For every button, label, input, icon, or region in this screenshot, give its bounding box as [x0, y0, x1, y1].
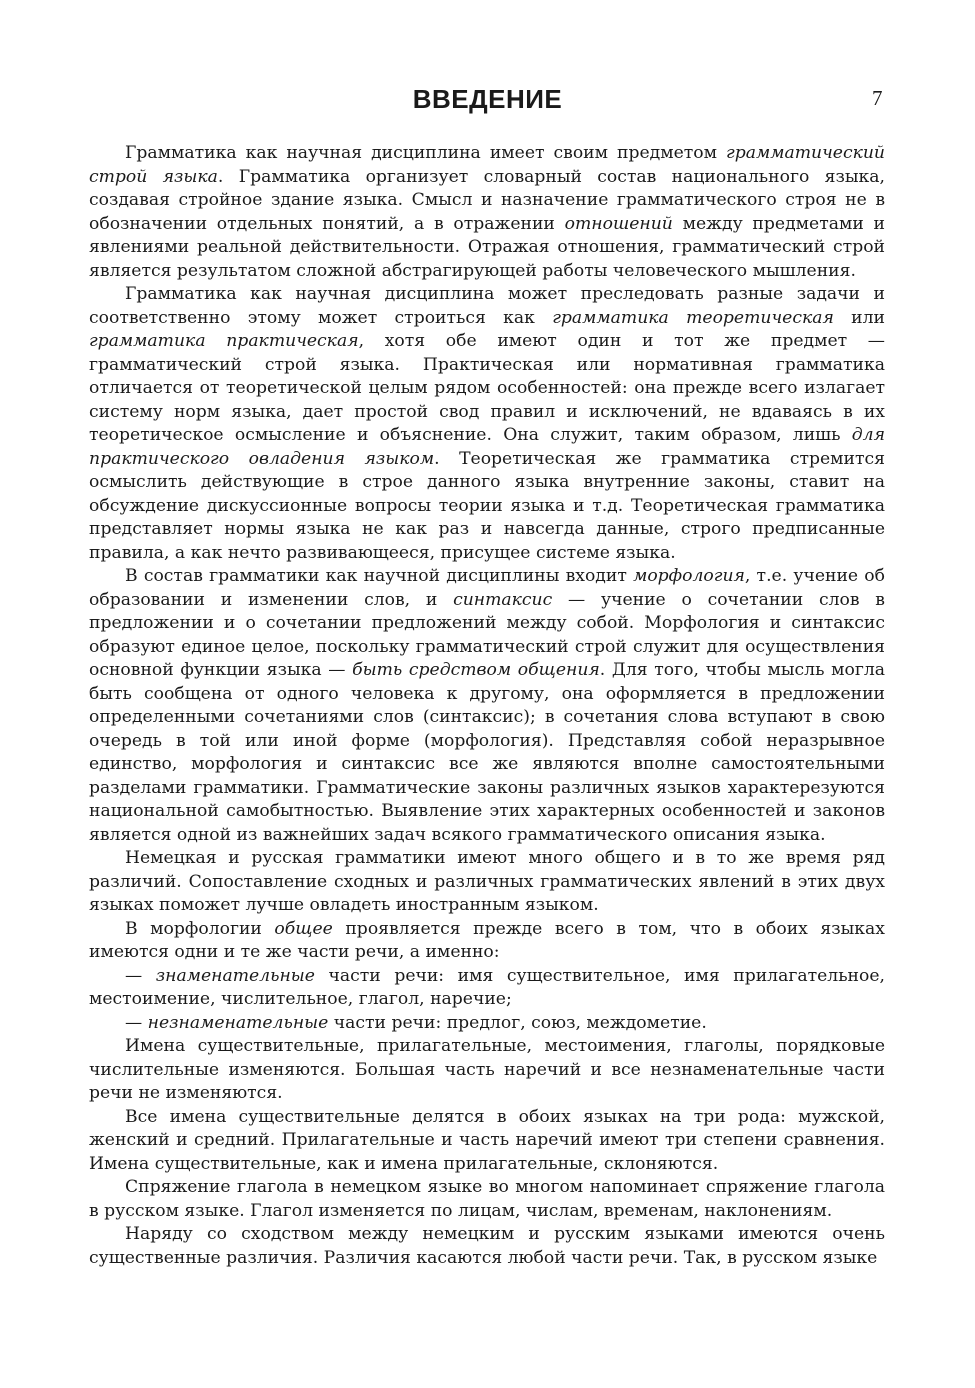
- text-run: В состав грамматики как научной дисциплины входит: [125, 566, 634, 586]
- italic-term: знаменательные: [155, 965, 315, 986]
- text-run: — учение о сочетании слов в предложении и о сочетании предложений между собой. Морфология и синтаксис образуют единое целое, поскольку грамматический строй служит для осуществления основной функции языка —: [89, 589, 885, 680]
- body-text: [89, 142, 885, 1270]
- italic-term: общее: [274, 918, 333, 939]
- paragraph: [89, 1035, 885, 1106]
- paragraph: [89, 1176, 885, 1223]
- text-run: . Грамматика организует словарный состав национального языка, создавая стройное здание языка. Смысл и назначение грамматического строя не в обозначении отдельных понятий, а в отражении: [89, 166, 885, 234]
- italic-term: незнаменательные: [147, 1012, 329, 1033]
- text-run: Грамматика как научная дисциплина может преследовать разные задачи и соответственно этому может строиться как: [89, 284, 885, 328]
- text-run: проявляется прежде всего в том, что в обоих языках имеются одни и те же части речи, а именно:: [89, 918, 885, 962]
- text-run: —: [125, 965, 156, 986]
- paragraph: [89, 1012, 885, 1036]
- italic-term: грамматический строй языка: [89, 143, 885, 187]
- text-run: между предметами и явлениями реальной действительности. Отражая отношения, грамматический строй является результатом сложной абстрагирующей работы человеческого мышления.: [89, 213, 885, 281]
- italic-term: быть средством общения: [352, 660, 600, 680]
- text-run: Грамматика как научная дисциплина имеет своим предметом: [125, 143, 727, 163]
- italic-term: синтаксис: [453, 589, 553, 610]
- paragraph: [89, 1106, 885, 1177]
- text-run: . Для того, чтобы мысль могла быть сообщена от одного человека к другому, она оформляется в предложении определенными сочетаниями слов (синтаксис); в сочетания слова вступают в свою очередь в той или иной форме (морфология). Представляя собой неразрывное единство, морфология и синтаксис все же являются вполне самостоятельными разделами грамматики. Грамматические законы различных языков характерезуются национальной самобытностью. Выявление этих характерных особенностей и законов является одной из важнейших задач всякого грамматического описания языка.: [89, 660, 885, 845]
- italic-term: для практического овладения языком: [89, 425, 885, 469]
- text-run: , хотя обе имеют один и тот же предмет — грамматический строй языка. Практическая или нормативная грамматика отличается от теоретической целым рядом особенностей: она прежде всего излагает систему норм языка, дает простой свод правил и исключений, не вдаваясь в их теоретическое осмысление и объяснение. Она служит, таким образом, лишь: [89, 331, 885, 445]
- text-run: Все имена существительные делятся в обоих языках на три рода: мужской, женский и средний. Прилагательные и часть наречий имеют три степени сравнения. Имена существительные, как и имена прилагательные, склоняются.: [89, 1106, 885, 1174]
- text-run: —: [125, 1012, 148, 1033]
- page-title: ВВЕДЕНИЕ: [412, 84, 563, 114]
- text-run: Имена существительные, прилагательные, местоимения, глаголы, порядковые числительные изменяются. Большая часть наречий и все незнаменательные части речи не изменяются.: [89, 1036, 885, 1103]
- text-run: Наряду со сходством между немецким и русским языками имеются очень существенные различия. Различия касаются любой части речи. Так, в русском языке: [89, 1224, 885, 1268]
- paragraph: [89, 1223, 885, 1270]
- italic-term: грамматика теоретическая: [552, 307, 834, 328]
- italic-term: морфология: [633, 566, 745, 586]
- text-run: В морфологии: [125, 918, 275, 939]
- text-run: части речи: предлог, союз, междометие.: [328, 1012, 707, 1033]
- paragraph: [89, 847, 885, 918]
- paragraph: [89, 918, 885, 965]
- paragraph: [89, 142, 885, 283]
- text-run: части речи: имя существительное, имя прилагательное, местоимение, числительное, глагол, наречие;: [89, 965, 885, 1009]
- text-run: , т.е. учение об образовании и изменении слов, и: [89, 566, 885, 610]
- page-number: 7: [872, 86, 883, 110]
- paragraph: [89, 965, 885, 1012]
- text-run: Немецкая и русская грамматики имеют много общего и в то же время ряд различий. Сопоставление сходных и различных грамматических явлений в этих двух языках поможет лучше овладеть иностранным языком.: [89, 848, 885, 915]
- paragraph: [89, 565, 885, 847]
- text-run: или: [833, 307, 885, 328]
- italic-term: грамматика практическая: [89, 331, 359, 351]
- text-run: . Теоретическая же грамматика стремится осмыслить действующие в строе данного языка внутренние законы, ставит на обсуждение дискуссионные вопросы теории языка и т.д. Теоретическая грамматика представляет нормы языка не как раз и навсегда данные, строго предписанные правила, а как нечто развивающееся, присущее системе языка.: [89, 448, 885, 563]
- paragraph: [89, 283, 885, 565]
- italic-term: отношений: [564, 213, 673, 234]
- text-run: Спряжение глагола в немецком языке во многом напоминает спряжение глагола в русском языке. Глагол изменяется по лицам, числам, временам, наклонениям.: [89, 1177, 885, 1221]
